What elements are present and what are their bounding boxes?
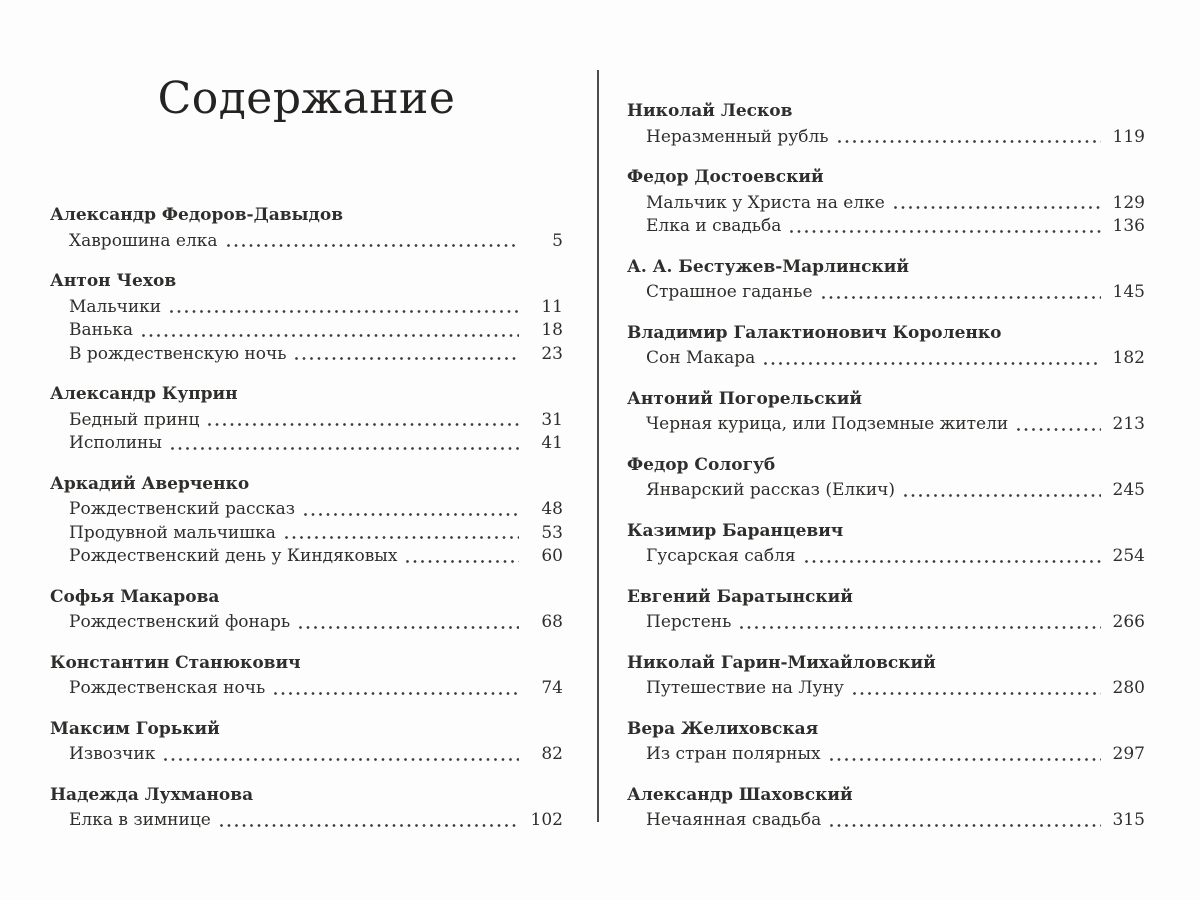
dot-leader — [274, 692, 519, 695]
toc-entry — [627, 809, 1145, 833]
toc-author: Федор Достоевский — [627, 167, 824, 187]
toc-author: Владимир Галактионович Короленко — [627, 322, 1002, 343]
dot-leader — [1017, 428, 1101, 431]
toc-entry-page: 245 — [1112, 480, 1145, 500]
toc-entry-title: Неразменный рубль — [646, 126, 829, 147]
toc-author: Евгений Баратынский — [627, 586, 853, 607]
toc-section — [627, 784, 1145, 833]
toc-entry — [627, 479, 1145, 503]
column-divider — [597, 70, 599, 822]
toc-entry-title: Ванька — [69, 320, 133, 340]
toc-column-right — [627, 0, 1145, 850]
toc-entry-list — [627, 545, 1145, 569]
toc-entry-page: 297 — [1112, 744, 1145, 764]
toc-section — [627, 388, 1145, 437]
toc-section — [50, 784, 563, 833]
toc-entry-list — [627, 281, 1145, 305]
toc-author: Николай Гарин-Михайловский — [627, 652, 936, 673]
toc-entry-title: Из стран полярных — [646, 744, 821, 764]
dot-leader — [790, 230, 1101, 233]
toc-author: Максим Горький — [50, 718, 220, 739]
toc-entry — [50, 498, 563, 522]
toc-entry — [50, 809, 563, 833]
toc-section — [627, 520, 1145, 569]
toc-author: Константин Станюкович — [50, 652, 301, 673]
dot-leader — [894, 206, 1101, 209]
dot-leader — [227, 244, 519, 247]
toc-entry-list — [627, 677, 1145, 701]
toc-entry — [627, 743, 1145, 767]
dot-leader — [740, 626, 1101, 629]
toc-author: Александр Куприн — [50, 384, 238, 404]
toc-author: Федор Сологуб — [627, 454, 776, 475]
toc-section — [50, 383, 563, 456]
toc-entry — [627, 677, 1145, 701]
toc-entry-list — [50, 230, 563, 254]
toc-author: Вера Желиховская — [627, 718, 819, 739]
toc-entry — [50, 432, 563, 456]
dot-leader — [295, 357, 519, 360]
toc-entry-title: Нечаянная свадьба — [646, 810, 822, 830]
toc-entry-page: 266 — [1112, 612, 1145, 632]
toc-section — [50, 473, 563, 569]
toc-entry — [50, 343, 563, 367]
toc-section — [627, 652, 1145, 701]
dot-leader — [208, 423, 519, 426]
toc-entry-title: Январский рассказ (Елкич) — [646, 480, 896, 500]
toc-entry — [50, 296, 563, 320]
toc-entry-title: Перстень — [646, 612, 732, 632]
dot-leader — [822, 296, 1101, 299]
toc-entry-list — [627, 611, 1145, 635]
toc-entry-title: Продувной мальчишка — [69, 522, 276, 543]
toc-entry-title: Страшное гаданье — [646, 282, 813, 302]
toc-section — [627, 256, 1145, 305]
toc-entry-list — [627, 809, 1145, 833]
dot-leader — [171, 447, 519, 450]
dot-leader — [299, 626, 519, 629]
dot-leader — [853, 692, 1101, 695]
toc-entry-title: Мальчики — [69, 296, 162, 317]
toc-entry-list — [50, 409, 563, 456]
toc-entry — [627, 347, 1145, 371]
toc-author: Аркадий Аверченко — [50, 473, 250, 494]
toc-entry-title: Хаврошина елка — [69, 230, 218, 251]
toc-entry-page: 280 — [1112, 678, 1145, 698]
toc-entry-page: 31 — [541, 409, 563, 430]
toc-entry-page: 41 — [541, 433, 563, 453]
dot-leader — [170, 310, 519, 313]
toc-section — [50, 586, 563, 635]
toc-entry — [50, 677, 563, 701]
toc-entry-title: Бедный принц — [69, 409, 200, 430]
dot-leader — [304, 513, 519, 516]
toc-entry-title: Путешествие на Луну — [646, 678, 844, 698]
toc-entry-page: 136 — [1112, 216, 1145, 236]
toc-entry — [627, 215, 1145, 239]
toc-entry-list — [627, 413, 1145, 437]
toc-entry-page: 23 — [541, 343, 563, 364]
toc-entry — [50, 230, 563, 254]
toc-entry-title: Рождественский фонарь — [69, 612, 291, 632]
page-title: Содержание — [157, 73, 456, 124]
toc-column-left — [50, 0, 563, 850]
toc-entry-page: 82 — [541, 744, 563, 764]
dot-leader — [830, 824, 1101, 827]
dot-leader — [838, 140, 1101, 143]
toc-entry-page: 74 — [541, 678, 563, 698]
toc-entry-title: Сон Макара — [646, 348, 756, 368]
toc-entry — [50, 409, 563, 433]
toc-entry-title: Рождественский день у Киндяковых — [69, 546, 398, 566]
toc-entry-page: 119 — [1112, 126, 1145, 147]
toc-section — [627, 718, 1145, 767]
dot-leader — [764, 362, 1101, 365]
toc-entry-list — [50, 677, 563, 701]
toc-sections-left — [50, 204, 563, 833]
toc-entry-list — [50, 809, 563, 833]
toc-entry-list — [627, 743, 1145, 767]
toc-entry — [627, 281, 1145, 305]
dot-leader — [164, 758, 519, 761]
toc-section — [627, 586, 1145, 635]
toc-entry-page: 254 — [1112, 546, 1145, 566]
toc-entry-title: Рождественский рассказ — [69, 499, 296, 519]
dot-leader — [220, 824, 519, 827]
toc-entry — [627, 545, 1145, 569]
toc-entry-page: 182 — [1112, 348, 1145, 368]
toc-entry — [627, 413, 1145, 437]
toc-entry-list — [627, 192, 1145, 239]
toc-entry-title: В рождественскую ночь — [69, 343, 287, 364]
toc-entry-page: 213 — [1112, 414, 1145, 434]
toc-author: Антон Чехов — [50, 271, 177, 291]
toc-section — [627, 100, 1145, 149]
dot-leader — [904, 494, 1101, 497]
toc-sections-right — [627, 100, 1145, 833]
dot-leader — [142, 334, 519, 337]
toc-entry-list — [627, 126, 1145, 150]
toc-author: Надежда Лухманова — [50, 784, 254, 805]
toc-author: Софья Макарова — [50, 586, 220, 607]
toc-entry-list — [50, 611, 563, 635]
toc-section — [50, 204, 563, 253]
toc-entry-list — [627, 479, 1145, 503]
toc-author: Казимир Баранцевич — [627, 520, 844, 541]
toc-section — [627, 322, 1145, 371]
toc-entry — [50, 743, 563, 767]
toc-author: Николай Лесков — [627, 101, 793, 121]
toc-entry-page: 129 — [1112, 192, 1145, 213]
toc-entry-title: Черная курица, или Подземные жители — [646, 414, 1009, 434]
toc-author: Александр Шаховский — [627, 784, 853, 805]
toc-section — [50, 652, 563, 701]
toc-entry-title: Елка и свадьба — [646, 216, 782, 236]
toc-entry-title: Елка в зимнице — [69, 810, 211, 830]
toc-entry — [627, 192, 1145, 216]
toc-entry — [50, 545, 563, 569]
toc-entry — [50, 611, 563, 635]
toc-entry-page: 315 — [1112, 810, 1145, 830]
dot-leader — [805, 560, 1101, 563]
toc-entry-list — [50, 296, 563, 367]
toc-entry-page: 145 — [1112, 282, 1145, 302]
toc-entry-title: Извозчик — [69, 744, 156, 764]
toc-entry — [627, 611, 1145, 635]
toc-entry-title: Гусарская сабля — [646, 546, 796, 566]
toc-section — [50, 718, 563, 767]
toc-author: Антоний Погорельский — [627, 388, 862, 409]
toc-entry-page: 5 — [552, 230, 563, 251]
toc-entry-page: 53 — [541, 522, 563, 543]
dot-leader — [406, 560, 519, 563]
toc-entry-page: 102 — [530, 810, 563, 830]
toc-section — [627, 166, 1145, 239]
toc-entry-page: 18 — [541, 320, 563, 340]
toc-entry-list — [50, 743, 563, 767]
toc-entry — [627, 126, 1145, 150]
toc-author: Александр Федоров-Давыдов — [50, 205, 344, 225]
toc-entry-title: Рождественская ночь — [69, 678, 266, 698]
toc-entry-list — [627, 347, 1145, 371]
toc-entry-list — [50, 498, 563, 569]
dot-leader — [285, 536, 519, 539]
toc-entry-page: 11 — [541, 296, 563, 317]
toc-entry — [50, 522, 563, 546]
toc-entry-page: 68 — [541, 612, 563, 632]
dot-leader — [830, 758, 1101, 761]
toc-section — [627, 454, 1145, 503]
toc-author: А. А. Бестужев-Марлинский — [627, 256, 909, 277]
toc-entry-page: 48 — [541, 499, 563, 519]
toc-entry-title: Мальчик у Христа на елке — [646, 192, 885, 213]
toc-entry — [50, 319, 563, 343]
toc-entry-title: Исполины — [69, 433, 162, 453]
toc-entry-page: 60 — [541, 546, 563, 566]
toc-section — [50, 270, 563, 366]
